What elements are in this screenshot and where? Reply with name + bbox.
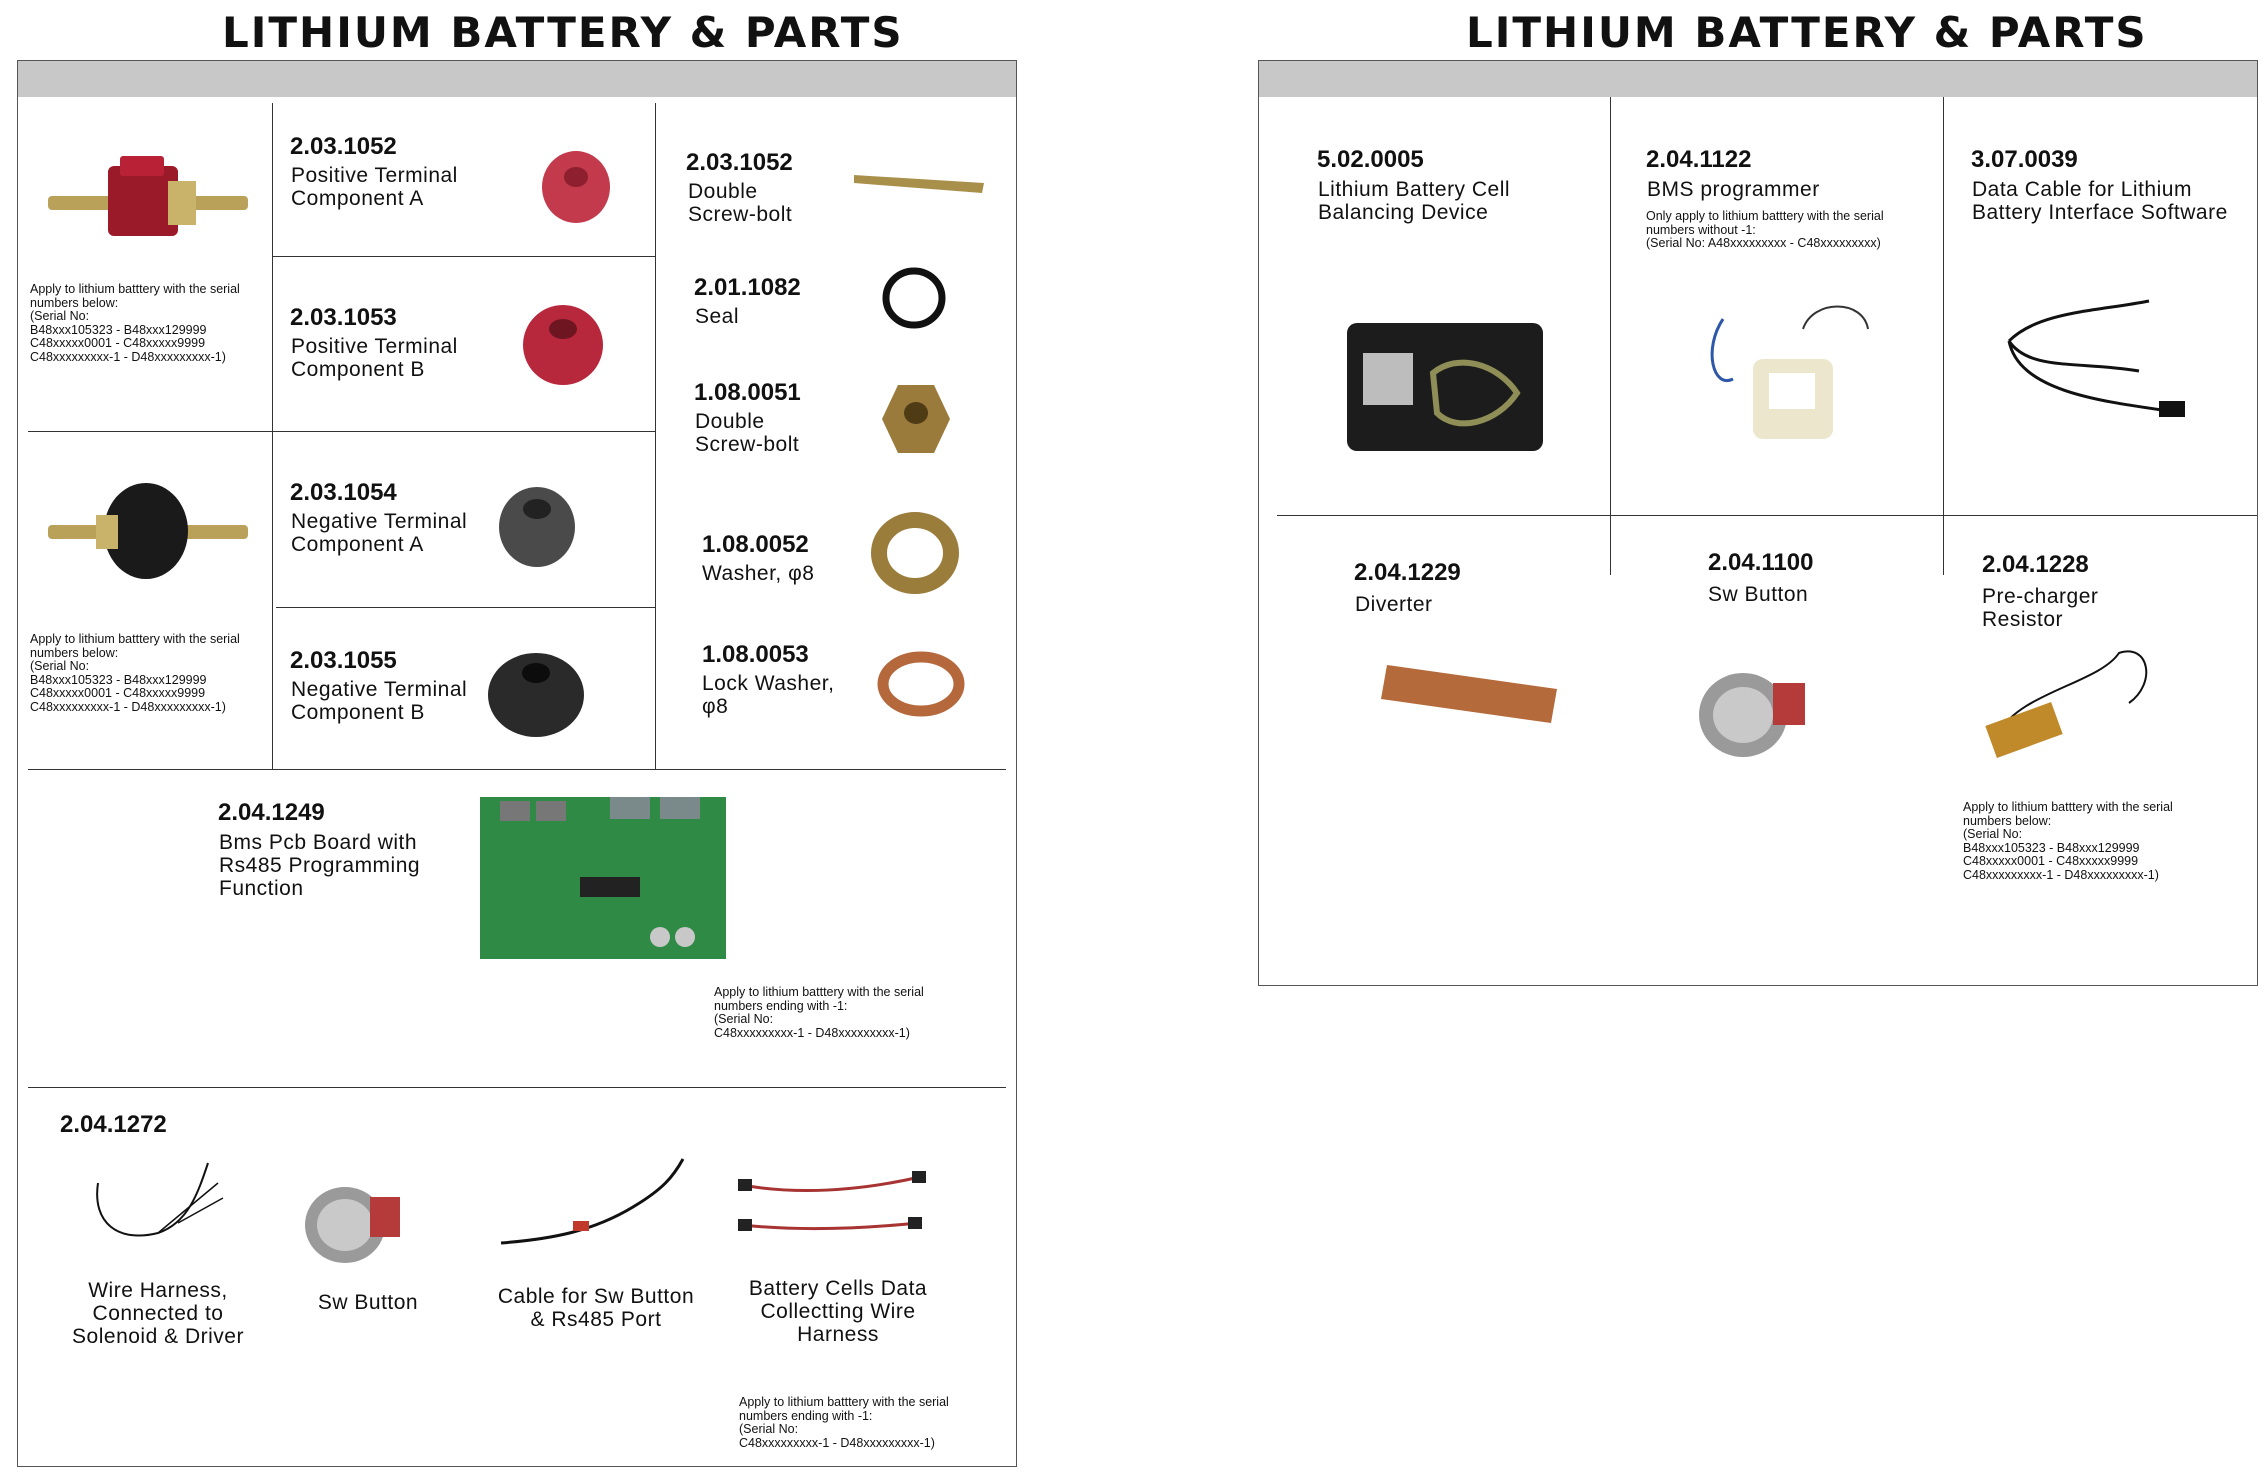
harness-note: Apply to lithium batttery with the serial numbers ending with -1: (Serial No: C48xxxxxxxxx-1 - D48xxxxxxxxx-1) bbox=[739, 1395, 949, 1450]
part-code: 1.08.0053 bbox=[702, 641, 809, 668]
part-code: 2.03.1052 bbox=[290, 133, 397, 160]
data-cable-image bbox=[1999, 291, 2211, 431]
left-page-title: LITHIUM BATTERY & PARTS bbox=[222, 8, 904, 57]
bms-programmer-note: Only apply to lithium batttery with the serial numbers without -1: (Serial No: A48xxxxxxxxx - C48xxxxxxxxx) bbox=[1646, 209, 1884, 250]
part-name: Double Screw-bolt bbox=[688, 180, 793, 226]
part-name: Data Cable for Lithium Battery Interface Software bbox=[1972, 178, 2228, 224]
part-name: Positive Terminal Component A bbox=[291, 164, 458, 210]
bms-pcb-note: Apply to lithium batttery with the serial numbers ending with -1: (Serial No: C48xxxxxxxxx-1 - D48xxxxxxxxx-1) bbox=[714, 985, 924, 1040]
diverter-image bbox=[1379, 661, 1559, 731]
bms-pcb-board-image bbox=[480, 797, 726, 959]
pre-charger-resistor-image bbox=[1979, 643, 2157, 755]
part-name: Lock Washer, φ8 bbox=[702, 672, 835, 718]
part-code: 2.04.1228 bbox=[1982, 551, 2089, 578]
pre-charger-note: Apply to lithium batttery with the serial numbers below: (Serial No: B48xxx105323 - B48xxx129999 C48xxxxx0001 - C48xxxxx9999 C48xxxxxxxxx-1 - D48xxxxxxxxx-1) bbox=[1963, 800, 2173, 882]
divider bbox=[1610, 97, 1611, 575]
harness-part-label: Wire Harness, Connected to Solenoid & Driver bbox=[72, 1279, 244, 1348]
negative-component-a-image bbox=[496, 485, 578, 569]
lock-washer-image bbox=[878, 651, 964, 717]
wire-harness-image bbox=[88, 1153, 228, 1253]
positive-component-a-image bbox=[538, 147, 614, 223]
bms-programmer-image bbox=[1703, 299, 1883, 449]
part-code: 5.02.0005 bbox=[1317, 146, 1424, 173]
positive-terminal-assembly-image bbox=[48, 156, 248, 246]
part-code: 2.03.1053 bbox=[290, 304, 397, 331]
sw-button-image bbox=[1695, 663, 1819, 759]
left-header-bar bbox=[18, 61, 1016, 97]
part-name: Double Screw-bolt bbox=[695, 410, 800, 456]
harness-part-label: Sw Button bbox=[317, 1291, 419, 1314]
right-header-bar bbox=[1259, 61, 2257, 97]
balancing-device-case-image bbox=[1347, 323, 1543, 451]
divider bbox=[1943, 97, 1944, 575]
negative-terminal-note: Apply to lithium batttery with the serial numbers below: (Serial No: B48xxx105323 - B48xxx129999 C48xxxxx0001 - C48xxxxx9999 C48xxxxxxxxx-1 - D48xxxxxxxxx-1) bbox=[30, 632, 240, 714]
sw-button-cable-image bbox=[493, 1147, 693, 1257]
positive-terminal-note: Apply to lithium batttery with the serial numbers below: (Serial No: B48xxx105323 - B48xxx129999 C48xxxxx0001 - C48xxxxx9999 C48xxxxxxxxx-1 - D48xxxxxxxxx-1) bbox=[30, 282, 240, 364]
right-parts-panel bbox=[1258, 60, 2258, 986]
hex-nut-image bbox=[880, 383, 950, 455]
negative-terminal-assembly-image bbox=[48, 481, 248, 581]
divider bbox=[28, 431, 655, 432]
part-code: 2.03.1052 bbox=[686, 149, 793, 176]
divider bbox=[1277, 515, 2257, 516]
part-code: 2.03.1055 bbox=[290, 647, 397, 674]
screw-bolt-image bbox=[854, 169, 986, 199]
part-name: Positive Terminal Component B bbox=[291, 335, 458, 381]
part-code: 1.08.0051 bbox=[694, 379, 801, 406]
harness-part-label: Battery Cells Data Collectting Wire Harness bbox=[748, 1277, 928, 1346]
part-name: BMS programmer bbox=[1647, 178, 1820, 201]
part-code: 2.04.1249 bbox=[218, 799, 325, 826]
harness-part-label: Cable for Sw Button & Rs485 Port bbox=[497, 1285, 695, 1331]
part-name: Negative Terminal Component A bbox=[291, 510, 468, 556]
part-name: Bms Pcb Board with Rs485 Programming Function bbox=[219, 831, 421, 900]
divider bbox=[28, 769, 1006, 770]
part-name: Sw Button bbox=[1708, 583, 1809, 606]
part-name: Negative Terminal Component B bbox=[291, 678, 468, 724]
right-page-title: LITHIUM BATTERY & PARTS bbox=[1466, 8, 2148, 57]
divider bbox=[28, 1087, 1006, 1088]
part-code: 3.07.0039 bbox=[1971, 146, 2078, 173]
seal-ring-image bbox=[880, 265, 948, 331]
positive-component-b-image bbox=[518, 299, 608, 387]
part-name: Diverter bbox=[1355, 593, 1433, 616]
cell-data-harness-image bbox=[738, 1165, 928, 1245]
part-code: 2.04.1122 bbox=[1646, 146, 1752, 173]
part-name: Lithium Battery Cell Balancing Device bbox=[1318, 178, 1511, 224]
part-name: Seal bbox=[695, 305, 740, 328]
part-code: 2.04.1100 bbox=[1708, 549, 1814, 576]
divider bbox=[276, 607, 655, 608]
negative-component-b-image bbox=[486, 649, 586, 739]
sw-button-image bbox=[300, 1177, 410, 1267]
part-code: 2.01.1082 bbox=[694, 274, 801, 301]
divider bbox=[655, 103, 656, 769]
divider bbox=[272, 256, 655, 257]
washer-image bbox=[874, 515, 956, 591]
part-code: 2.03.1054 bbox=[290, 479, 397, 506]
part-code: 1.08.0052 bbox=[702, 531, 809, 558]
left-parts-panel bbox=[17, 60, 1017, 1467]
divider bbox=[272, 103, 273, 769]
part-name: Washer, φ8 bbox=[702, 562, 815, 585]
part-name: Pre-charger Resistor bbox=[1982, 585, 2099, 631]
part-code: 2.04.1272 bbox=[60, 1111, 167, 1138]
part-code: 2.04.1229 bbox=[1354, 559, 1461, 586]
